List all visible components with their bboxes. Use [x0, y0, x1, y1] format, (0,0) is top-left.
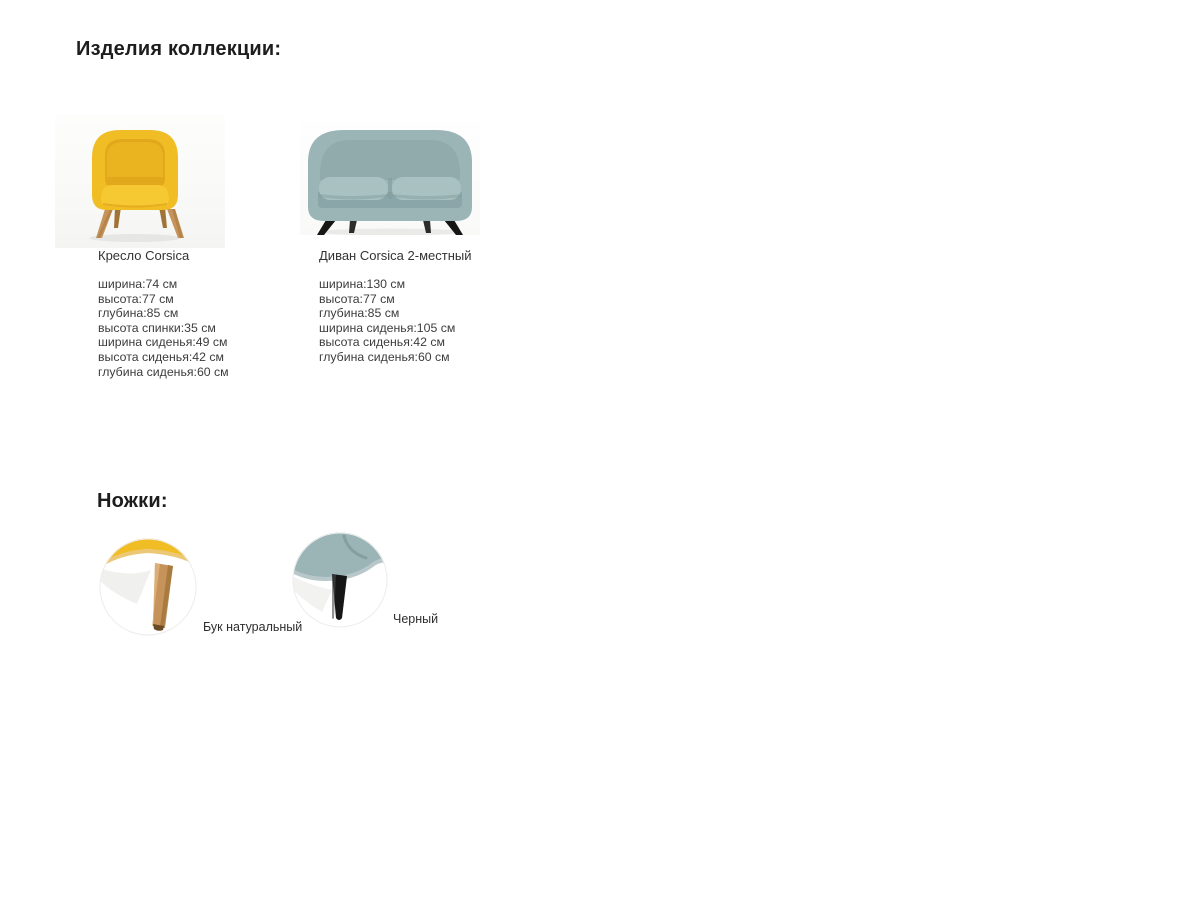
spec-line: ширина сиденья:105 см — [319, 320, 456, 335]
armchair-product-image[interactable] — [55, 115, 225, 248]
leg-option-label: Бук натуральный — [203, 620, 303, 634]
spec-line: высота сиденья:42 см — [319, 335, 445, 350]
wood-leg-swatch-image — [99, 538, 197, 636]
product-name[interactable]: Кресло Corsica — [98, 248, 190, 263]
spec-line: глубина:85 см — [98, 306, 179, 321]
leg-option-black[interactable] — [292, 532, 388, 628]
armchair-illustration — [55, 115, 225, 248]
legs-section-title: Ножки: — [97, 490, 168, 512]
spec-line: ширина:74 см — [98, 277, 178, 291]
spec-line: высота:77 см — [319, 291, 395, 306]
spec-line: высота спинки:35 см — [98, 320, 216, 335]
leg-option-label: Черный — [393, 612, 439, 626]
product-specs — [98, 277, 229, 379]
black-leg-swatch-image — [292, 532, 388, 628]
sofa-illustration — [300, 122, 480, 235]
spec-line: ширина:130 см — [319, 277, 406, 291]
spec-line: ширина сиденья:49 см — [98, 335, 228, 350]
spec-line: глубина сиденья:60 см — [98, 364, 229, 379]
spec-line: высота:77 см — [98, 291, 174, 306]
collection-section-title: Изделия коллекции: — [76, 38, 282, 60]
product-name[interactable]: Диван Corsica 2-местный — [319, 248, 472, 263]
leg-option-wood[interactable] — [99, 538, 197, 636]
spec-line: глубина сиденья:60 см — [319, 349, 450, 364]
product-specs — [319, 277, 455, 365]
spec-line: глубина:85 см — [319, 306, 400, 321]
sofa-product-image[interactable] — [300, 122, 480, 235]
spec-line: высота сиденья:42 см — [98, 349, 224, 364]
